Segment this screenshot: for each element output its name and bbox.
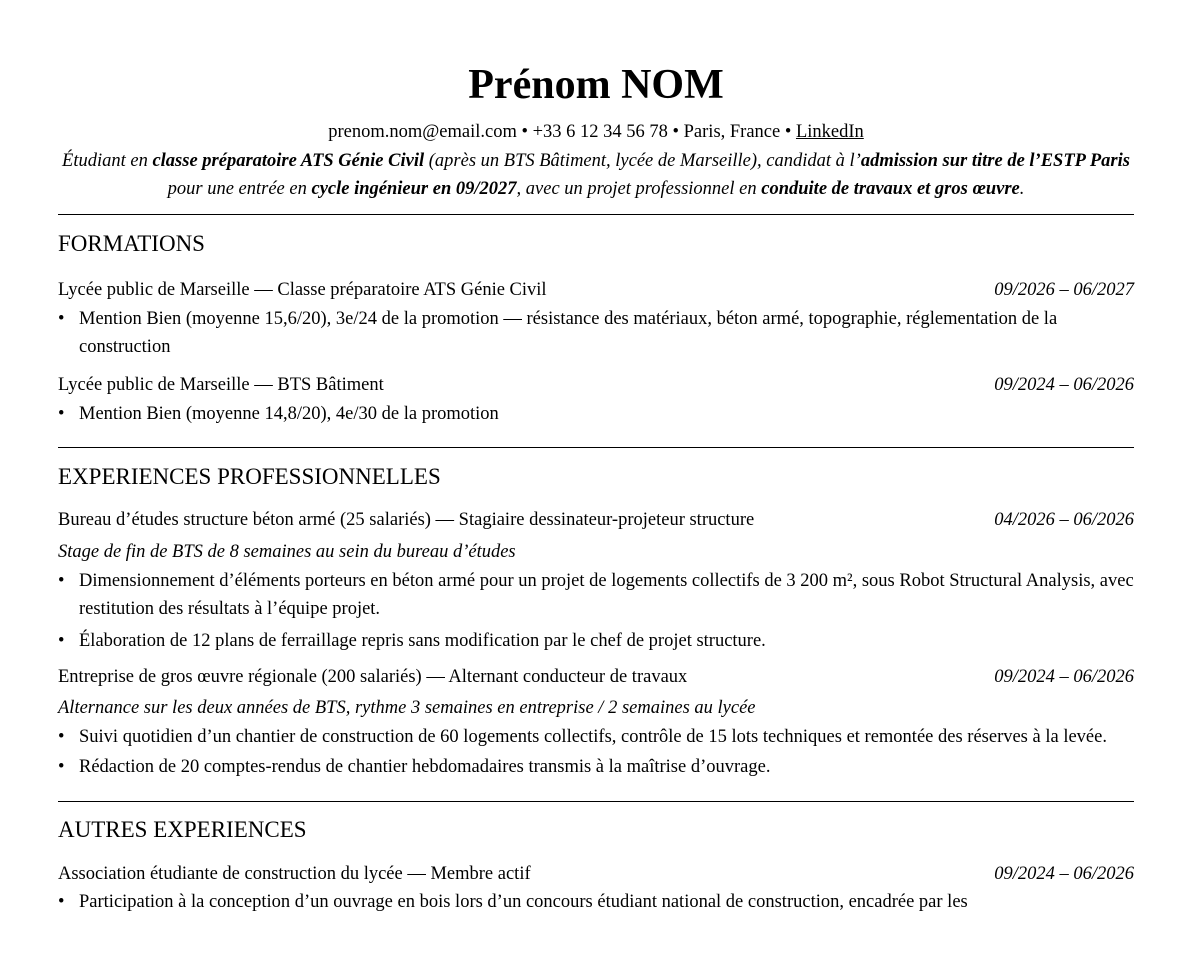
summary-emphasis: cycle ingénieur en 09/2027 [311, 179, 517, 199]
summary-text: (après un BTS Bâtiment, lycée de Marseille), candidat à l’ [424, 151, 861, 171]
experience-entry [58, 508, 1134, 655]
candidate-name: Prénom NOM [468, 62, 724, 108]
linkedin-link[interactable]: LinkedIn [795, 122, 864, 142]
bullet-list [58, 567, 1134, 655]
entry-dates: 09/2024 – 06/2026 [994, 864, 1134, 884]
experience-entry [58, 665, 1134, 781]
entry-dates: 04/2026 – 06/2026 [994, 510, 1134, 530]
list-item: • Participation à la conception d’un ouvrage en bois lors d’un concours étudiant national de construction, encadrée par les [58, 888, 1134, 916]
section-divider [58, 214, 1134, 215]
section-divider [58, 447, 1134, 448]
bullet-list [58, 723, 1134, 781]
entry-subtitle: Stage de fin de BTS de 8 semaines au sein du bureau d’études [58, 542, 516, 562]
entry-title: Lycée public de Marseille — BTS Bâtiment [58, 375, 384, 395]
entry-title: Entreprise de gros œuvre régionale (200 salariés) — Alternant conducteur de travaux [58, 667, 688, 687]
entry-dates: 09/2024 – 06/2026 [994, 667, 1134, 687]
phone: +33 6 12 34 56 78 [532, 122, 668, 142]
separator: • [516, 122, 533, 142]
formation-entry [58, 278, 1134, 361]
bullet-list [58, 305, 1134, 361]
entry-subtitle: Alternance sur les deux années de BTS, rythme 3 semaines en entreprise / 2 semaines au lycée [58, 698, 756, 718]
separator: • [780, 122, 796, 142]
bullet-list [58, 888, 1134, 916]
entry-header [58, 278, 1134, 302]
bullet-list [58, 400, 1134, 428]
list-item: • Dimensionnement d’éléments porteurs en béton armé pour un projet de logements collectifs de 3 200 m², sous Robot Structural Analysis, avec restitution des résultats à l’équipe projet. [58, 567, 1134, 623]
entry-title: Association étudiante de construction du lycée — Membre actif [58, 864, 531, 884]
entry-header [58, 508, 1134, 532]
section-title-autres: AUTRES EXPERIENCES [58, 817, 307, 842]
location: Paris, France [683, 122, 781, 142]
contact-line [58, 120, 1134, 144]
summary-emphasis: conduite de travaux et gros œuvre [761, 179, 1020, 199]
section-title-experiences: EXPERIENCES PROFESSIONNELLES [58, 464, 441, 489]
summary-emphasis: admission sur titre de l’ESTP Paris [860, 151, 1130, 171]
entry-title: Bureau d’études structure béton armé (25 salariés) — Stagiaire dessinateur-projeteur structure [58, 510, 755, 530]
formation-entry [58, 373, 1134, 428]
summary-text: . [1019, 179, 1025, 199]
list-item: • Mention Bien (moyenne 14,8/20), 4e/30 de la promotion [58, 400, 1134, 428]
entry-header [58, 862, 1134, 886]
email: prenom.nom@email.com [328, 122, 517, 142]
entry-header [58, 373, 1134, 397]
summary-emphasis: classe préparatoire ATS Génie Civil [152, 151, 425, 171]
summary-text: , avec un projet professionnel en [516, 179, 762, 199]
list-item: • Élaboration de 12 plans de ferraillage repris sans modification par le chef de projet structure. [58, 627, 1134, 655]
entry-title: Lycée public de Marseille — Classe préparatoire ATS Génie Civil [58, 280, 547, 300]
section-title-formations: FORMATIONS [58, 231, 205, 256]
profile-summary [58, 147, 1134, 203]
list-item: • Mention Bien (moyenne 15,6/20), 3e/24 de la promotion — résistance des matériaux, béton armé, topographie, réglementation de la construction [58, 305, 1134, 361]
entry-dates: 09/2026 – 06/2027 [994, 280, 1134, 300]
section-divider [58, 801, 1134, 802]
list-item: • Suivi quotidien d’un chantier de construction de 60 logements collectifs, contrôle de 15 lots techniques et remontée des réserves à la levée. [58, 723, 1134, 751]
summary-text: Étudiant en [62, 151, 153, 171]
summary-text: pour une entrée en [167, 179, 312, 199]
separator: • [667, 122, 684, 142]
other-experience-entry [58, 862, 1134, 916]
entry-header [58, 665, 1134, 689]
entry-dates: 09/2024 – 06/2026 [994, 375, 1134, 395]
list-item: • Rédaction de 20 comptes-rendus de chantier hebdomadaires transmis à la maîtrise d’ouvrage. [58, 753, 1134, 781]
